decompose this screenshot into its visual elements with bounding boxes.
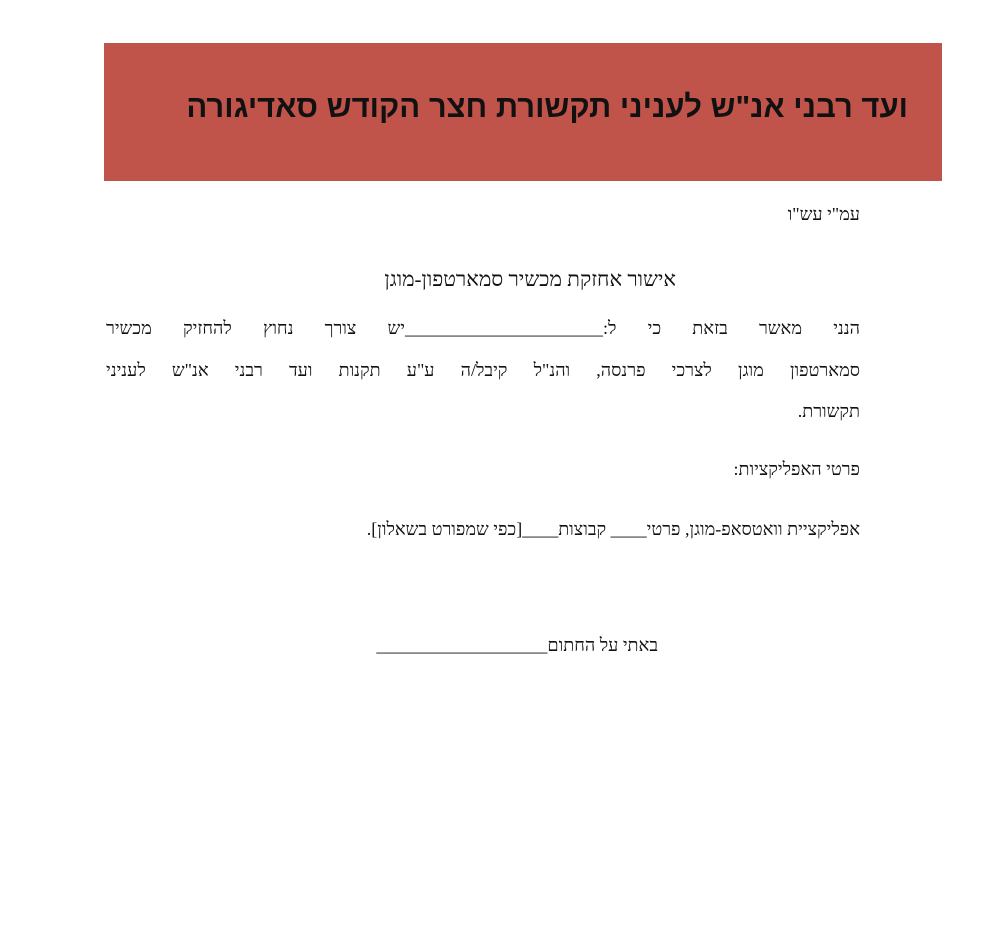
apps-heading: פרטי האפליקציות: [733, 459, 860, 479]
paragraph-line-1: הנני מאשר בזאת כי ל:______________________יש צורך נחוץ להחזיק מכשיר [106, 318, 860, 338]
signature-line: באתי על החתום___________________ [376, 635, 658, 655]
header-title: ועד רבני אנ"ש לעניני תקשורת חצר הקודש סאדיגורה [186, 89, 908, 124]
header-banner [104, 43, 942, 181]
document-title: אישור אחזקת מכשיר סמארטפון-מוגן [384, 267, 676, 291]
paragraph-line-3: תקשורת. [797, 401, 860, 421]
paragraph-line-2: סמארטפון מוגן לצרכי פרנסה, והנ"ל קיבל/ה ע"ע תקנות ועד רבני אנ"ש לעניני [106, 360, 860, 380]
greeting: עמ"י עש"ו [787, 204, 860, 224]
apps-line: אפליקציית וואטסאפ-מוגן, פרטי____ קבוצות____[כפי שמפורט בשאלון]. [366, 519, 860, 539]
